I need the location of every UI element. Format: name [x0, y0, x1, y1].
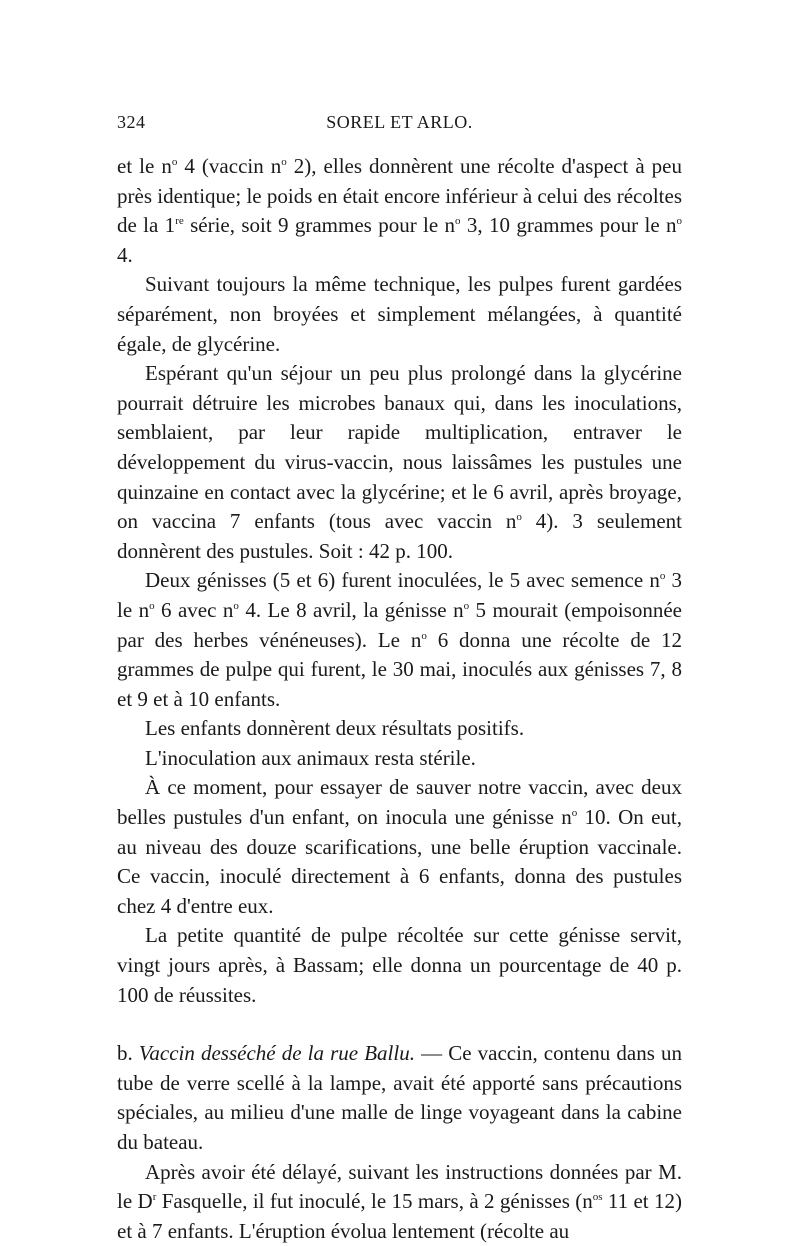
superscript: re	[175, 215, 184, 228]
text-run: Deux génisses (5 et 6) furent inoculées, le 5 avec semence n	[145, 568, 660, 593]
text-run: Espérant qu'un séjour un peu plus prolongé dans la glycérine pourrait détruire les microbes banaux qui, dans les inoculations, semblaient, par leur rapide multiplication, entraver le développement du virus-vaccin, nous laissâmes les pustules une quinzaine en contact avec la glycérine; et le 6 avril, après broyage, on vaccina 7 enfants (tous avec vaccin n	[117, 361, 682, 534]
running-title: SOREL ET ARLO.	[326, 112, 473, 132]
paragraph-8: La petite quantité de pulpe récoltée sur cette génisse servit, vingt jours après, à Bassam; elle donna un pourcentage de 40 p. 100 de réussites.	[117, 923, 682, 1007]
superscript: o	[455, 215, 461, 228]
text-run: — Ce vaccin, contenu dans un tube de verre scellé à la lampe, avait été apporté sans précautions spéciales, au milieu d'une malle de linge voyageant dans la cabine du bateau.	[117, 1041, 683, 1154]
text-run: Après avoir été délayé, suivant les instructions données par M. le D	[117, 1159, 682, 1214]
superscript: os	[592, 1191, 603, 1204]
page-number: 324	[117, 112, 146, 132]
paragraph-7	[117, 773, 682, 921]
text-run: 3, 10 grammes pour le n	[460, 213, 677, 238]
superscript: o	[571, 807, 578, 820]
text-run: À ce moment, pour essayer de sauver notre vaccin, avec deux belles pustules d'un enfant, on inocula une génisse n	[117, 775, 682, 830]
superscript: o	[233, 599, 239, 612]
superscript: o	[281, 156, 287, 168]
page-header	[117, 112, 682, 142]
text-run: 4. Le 8 avril, la génisse n	[238, 597, 464, 622]
section-label: b.	[117, 1041, 139, 1066]
text-run: Fasquelle, il fut inoculé, le 15 mars, à 2 génisses (n	[156, 1189, 593, 1214]
paragraph-4	[117, 566, 682, 714]
text-run: 3 le n	[117, 568, 682, 622]
paragraph-3	[117, 359, 682, 566]
paragraph-10	[117, 1158, 682, 1246]
paragraph-6: L'inoculation aux animaux resta stérile.	[145, 745, 476, 770]
text-run: 6 avec n	[154, 597, 234, 622]
superscript: r	[152, 1191, 157, 1204]
superscript: o	[463, 599, 470, 612]
paragraph-1	[117, 152, 682, 270]
text-run: 2), elles donnèrent une récolte d'aspect à peu près identique; le poids en était encore inférieur à celui des récoltes de la 1	[117, 154, 683, 238]
superscript: o	[421, 629, 427, 642]
superscript: o	[171, 156, 178, 168]
superscript: o	[516, 511, 522, 524]
section-title: Vaccin desséché de la rue Ballu.	[138, 1041, 415, 1066]
text-run: et le n	[117, 154, 172, 178]
section-b-paragraph	[117, 1039, 682, 1157]
book-page	[117, 112, 682, 1246]
text-run: série, soit 9 grammes pour le n	[183, 213, 456, 238]
text-run: 4 (vaccin n	[177, 154, 282, 178]
paragraph-2: Suivant toujours la même technique, les pulpes furent gardées séparément, non broyées et simplement mélangées, à quantité égale, de glycérine.	[117, 272, 682, 356]
text-run: 6 donna une récolte de 12 grammes de pulpe qui furent, le 30 mai, inoculés aux génisses 7, 8 et 9 et à 10 enfants.	[117, 627, 683, 711]
superscript: o	[676, 215, 683, 228]
text-run: 4). 3 seulement donnèrent des pustules. Soit : 42 p. 100.	[117, 509, 682, 563]
text-run: 10. On eut, au niveau des douze scarifications, une belle éruption vaccinale. Ce vaccin, inoculé directement à 6 enfants, donna des pustules chez 4 d'entre eux.	[117, 805, 682, 918]
page-body	[117, 152, 682, 1246]
text-run: 4.	[117, 242, 133, 267]
text-run: 5 mourait (empoisonnée par des herbes vénéneuses). Le n	[117, 597, 683, 652]
superscript: o	[659, 570, 666, 583]
superscript: o	[149, 599, 155, 612]
paragraph-5: Les enfants donnèrent deux résultats positifs.	[145, 716, 525, 741]
text-run: 11 et 12) et à 7 enfants. L'éruption évolua lentement (récolte au	[117, 1189, 683, 1243]
